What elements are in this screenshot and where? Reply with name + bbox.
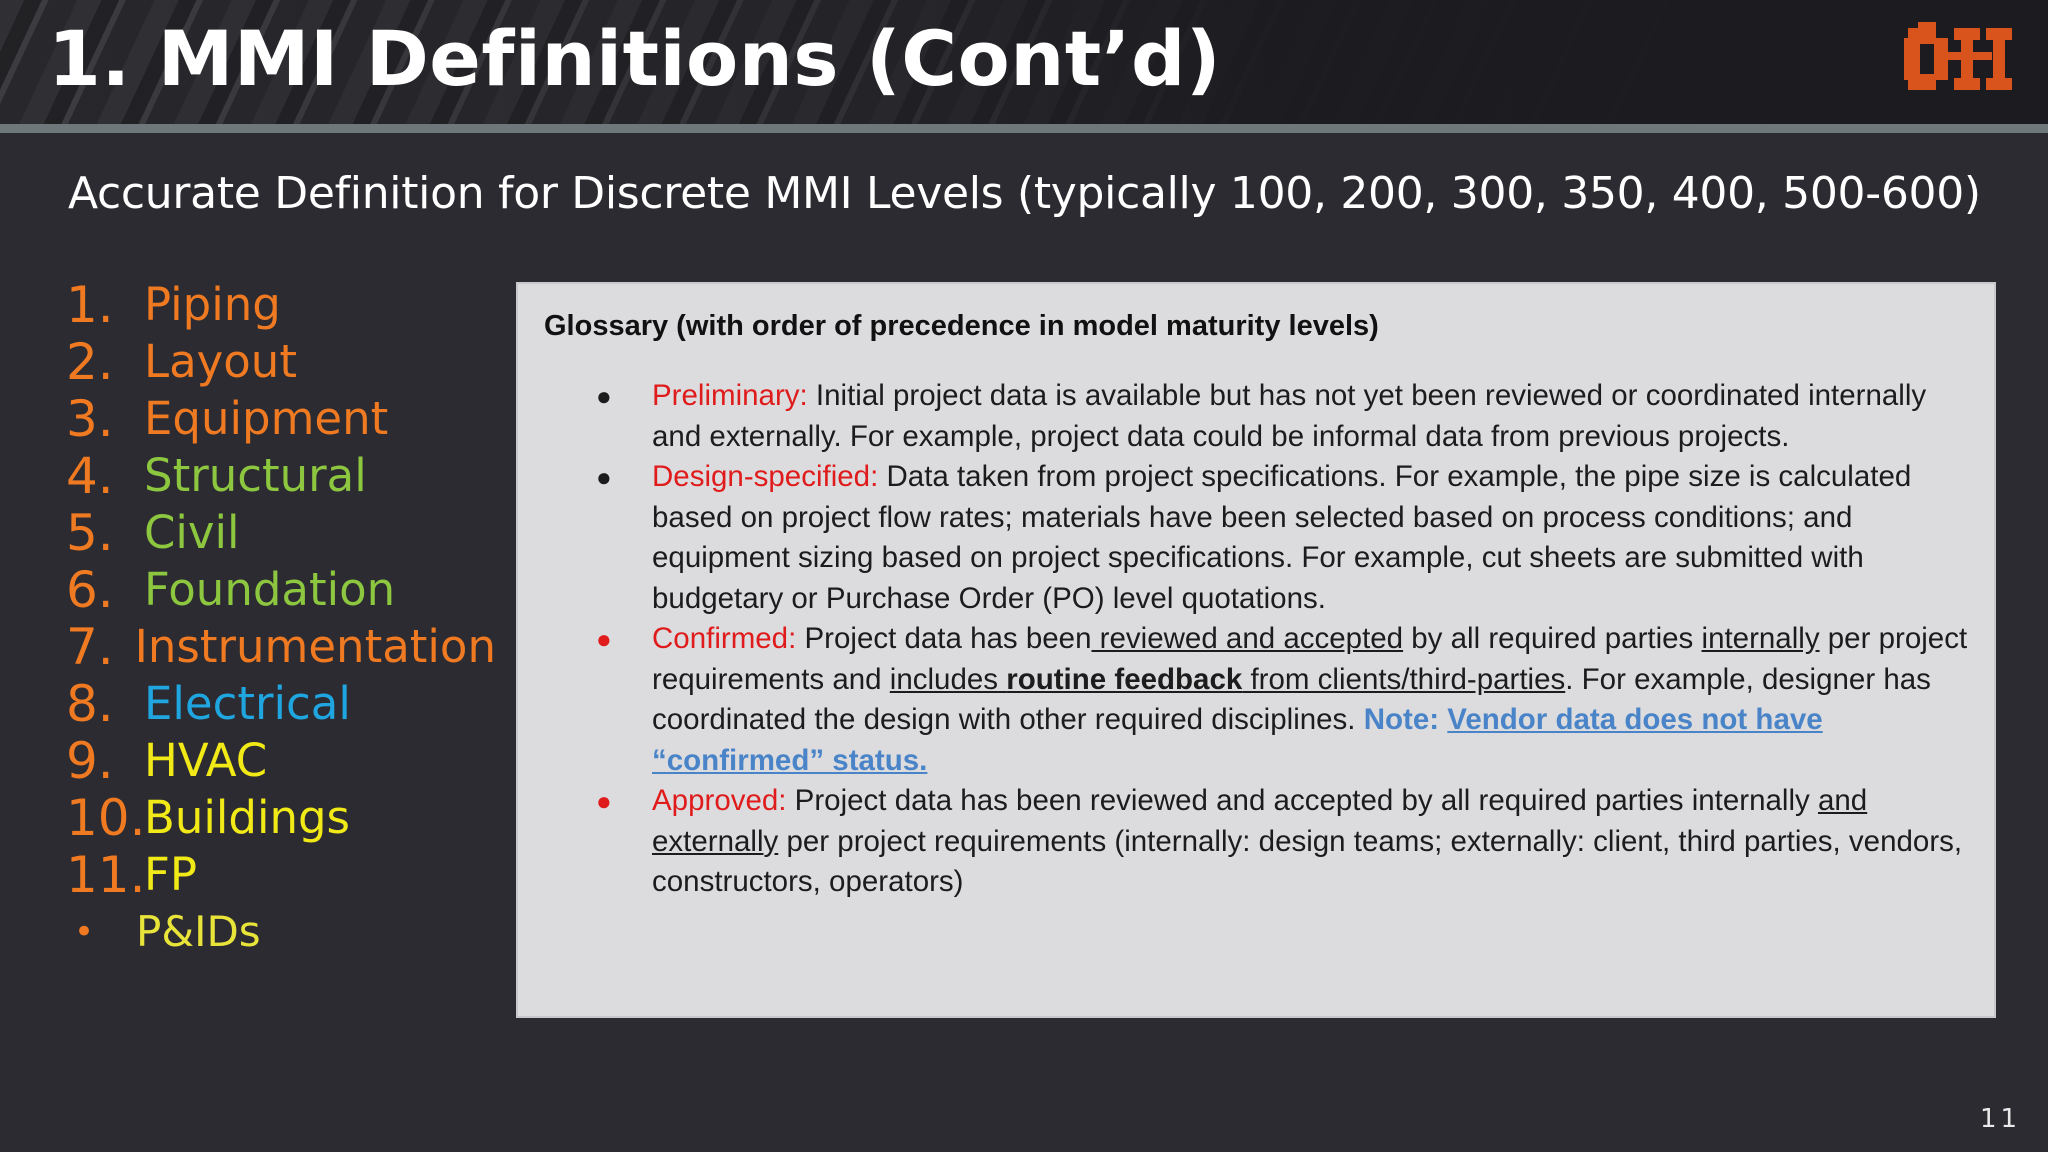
cii-logo	[1904, 22, 2014, 96]
header-divider	[0, 124, 2048, 133]
discipline-item	[66, 390, 496, 447]
slide-subtitle: Accurate Definition for Discrete MMI Levels (typically 100, 200, 300, 350, 400, 500-600)	[68, 168, 1981, 219]
bullet-icon: ●	[596, 786, 612, 816]
discipline-item	[66, 504, 496, 561]
term-label: Preliminary:	[652, 379, 808, 412]
item-number: 11.	[66, 845, 146, 904]
item-label: Piping	[144, 278, 281, 331]
item-label: Buildings	[144, 791, 350, 844]
definition-design-specified	[518, 457, 1978, 619]
glossary-title: Glossary (with order of precedence in model maturity levels)	[544, 310, 1379, 342]
bold-underlined-text: routine feedback	[1006, 662, 1243, 696]
item-number: 3.	[66, 389, 114, 448]
definition-text	[998, 663, 1006, 696]
underlined-text: from clients/third-parties	[1242, 662, 1566, 696]
term-label: Approved:	[652, 784, 787, 817]
definition-text: . For example, designer has coordinated the design with other required disciplines.	[652, 662, 1931, 736]
item-label: Instrumentation	[134, 620, 496, 673]
definition-text: per project requirements and	[652, 622, 1968, 696]
discipline-item	[66, 675, 496, 732]
item-number: 1.	[66, 275, 114, 334]
item-label: HVAC	[144, 734, 268, 787]
discipline-extra-item	[66, 903, 496, 960]
glossary-panel	[516, 282, 1996, 1018]
item-label: Structural	[144, 449, 367, 502]
bullet-icon: ●	[596, 462, 612, 492]
definition-approved	[518, 781, 1978, 903]
glossary-definitions	[518, 376, 1978, 903]
discipline-item	[66, 333, 496, 390]
discipline-item	[66, 561, 496, 618]
underlined-text: reviewed and accepted	[1091, 622, 1404, 655]
term-label: Confirmed:	[652, 622, 797, 655]
bullet-icon: •	[74, 911, 95, 952]
definition-text: Initial project data is available but has not yet been reviewed or coordinated internally and externally. For example, project data could be informal data from previous projects.	[652, 379, 1927, 453]
page-number: 11	[1980, 1104, 2022, 1134]
discipline-item	[66, 846, 496, 903]
note-label: Note:	[1363, 703, 1448, 736]
item-label: Civil	[144, 506, 240, 559]
underlined-text: internally	[1701, 622, 1820, 655]
item-label: Equipment	[144, 392, 389, 445]
definition-confirmed	[518, 619, 1978, 781]
discipline-list	[66, 276, 496, 960]
item-label: Electrical	[144, 677, 351, 730]
item-label: FP	[144, 848, 198, 901]
item-number: 9.	[66, 731, 114, 790]
item-number: 6.	[66, 560, 114, 619]
definition-text: by all required parties	[1403, 622, 1702, 655]
discipline-item	[66, 447, 496, 504]
item-label: Layout	[144, 335, 297, 388]
underlined-text: includes	[889, 662, 999, 696]
definition-text: Data taken from project specifications. For example, the pipe size is calculated based on project flow rates; materials have been selected based on process conditions; and equipment sizing based on project specifications. For example, cut sheets are submitted with budgetary or Purchase Order (PO) level quotations.	[652, 460, 1912, 615]
note-link[interactable]: Vendor data does not have “confirmed” status.	[652, 703, 1823, 777]
discipline-item	[66, 276, 496, 333]
item-label: P&IDs	[136, 907, 261, 956]
bullet-icon: ●	[596, 381, 612, 411]
item-number: 5.	[66, 503, 114, 562]
discipline-item	[66, 789, 496, 846]
item-number: 10.	[66, 788, 146, 847]
definition-text: Project data has been reviewed and accepted by all required parties internally	[786, 784, 1818, 817]
definition-text: per project requirements (internally: design teams; externally: client, third parties, vendors, constructors, operators)	[652, 824, 1963, 898]
term-label: Design-specified:	[652, 460, 879, 493]
underlined-text: and externally	[652, 784, 1868, 858]
discipline-item	[66, 732, 496, 789]
definition-text: Project data has been	[796, 622, 1092, 655]
header-banner	[0, 0, 2048, 124]
definition-preliminary	[518, 376, 1978, 457]
bullet-icon: ●	[596, 624, 612, 654]
item-label: Foundation	[144, 563, 396, 616]
item-number: 2.	[66, 332, 114, 391]
item-number: 4.	[66, 446, 114, 505]
discipline-item	[66, 618, 496, 675]
item-number: 8.	[66, 674, 114, 733]
item-number: 7.	[66, 617, 114, 676]
slide-title: 1. MMI Definitions (Cont’d)	[48, 14, 1222, 103]
